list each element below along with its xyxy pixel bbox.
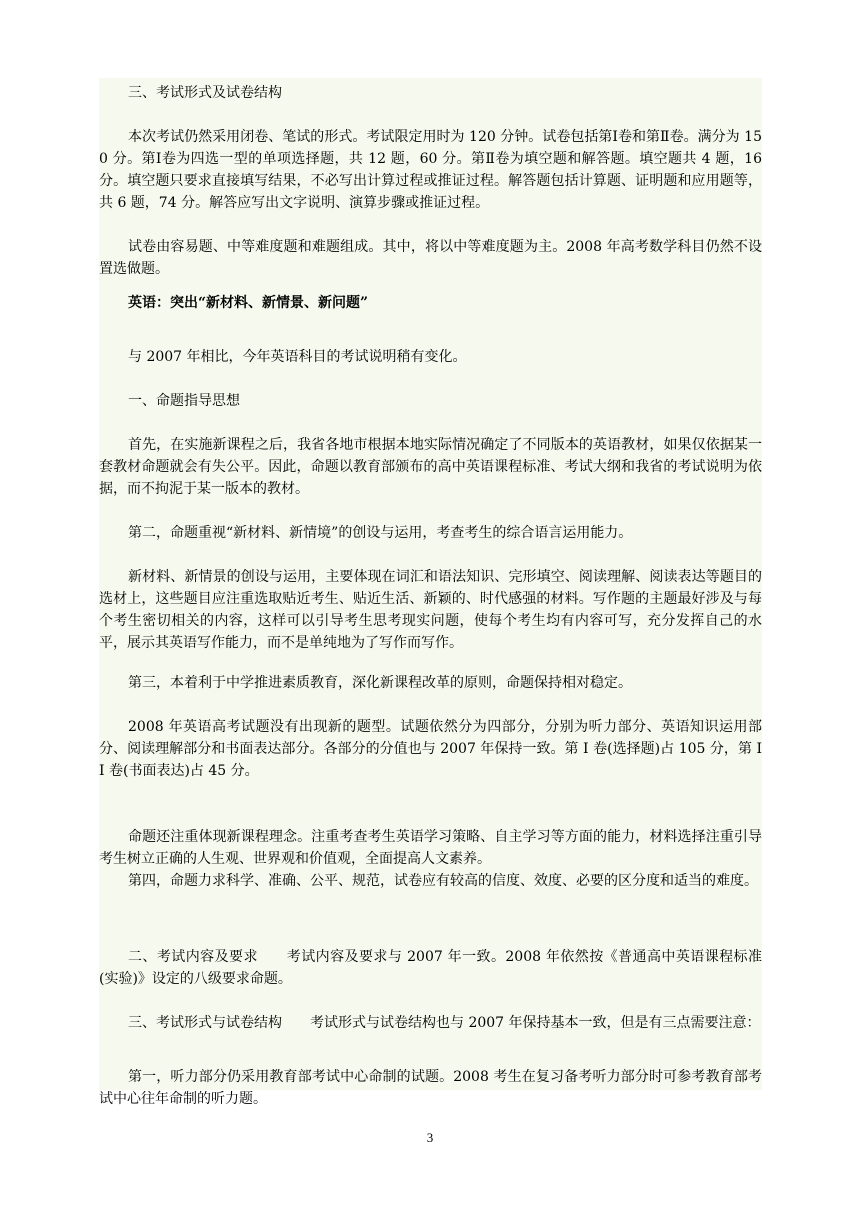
paragraph-new-materials: 新材料、新情景的创设与运用，主要体现在词汇和语法知识、完形填空、阅读理解、阅读表达等题目的选材上，这些题目应注重选取贴近考生、贴近生活、新颖的、时代感强的材料。写作题的主题最好涉及与每个考生密切相关的内容，这样可以引导考生思考现实问题，使每个考生均有内容可写，充分发挥自己的水平，展示其英语写作能力，而不是单纯地为了写作而写作。 — [99, 569, 762, 651]
paragraph-fourth: 第四，命题力求科学、准确、公平、规范，试卷应有较高的信度、效度、必要的区分度和适当的难度。 — [128, 873, 758, 889]
page-number: 3 — [426, 1130, 434, 1145]
paragraph-listening: 第一，听力部分仍采用教育部考试中心命制的试题。2008 考生在复习备考听力部分时可参考教育部考试中心往年命制的听力题。 — [99, 1069, 762, 1107]
section-heading-english: 英语：突出“新材料、新情景、新问题” — [128, 295, 369, 311]
section-heading-exam-format: 三、考试形式及试卷结构 — [128, 85, 282, 101]
paragraph-english-change: 与 2007 年相比，今年英语科目的考试说明稍有变化。 — [128, 349, 467, 365]
paragraph-exam-structure: 三、考试形式与试卷结构 考试形式与试卷结构也与 2007 年保持基本一致，但是有三点需要注意： — [128, 1015, 761, 1031]
paragraph-third: 第三，本着利于中学推进素质教育，深化新课程改革的原则，命题保持相对稳定。 — [128, 675, 632, 691]
paragraph-second: 第二，命题重视“新材料、新情境”的创设与运用，考查考生的综合语言运用能力。 — [128, 525, 633, 541]
section-heading-guiding-idea: 一、命题指导思想 — [128, 393, 240, 409]
paragraph-difficulty: 试卷由容易题、中等难度题和难题组成。其中，将以中等难度题为主。2008 年高考数学科目仍然不设置选做题。 — [99, 239, 762, 277]
paragraph-new-curriculum: 命题还注重体现新课程理念。注重考查考生英语学习策略、自主学习等方面的能力，材料选择注重引导考生树立正确的人生观、世界观和价值观，全面提高人文素养。 — [99, 829, 762, 867]
paragraph-first: 首先，在实施新课程之后，我省各地市根据本地实际情况确定了不同版本的英语教材，如果仅依据某一套教材命题就会有失公平。因此，命题以教育部颁布的高中英语课程标准、考试大纲和我省的考试说明为依据，而不拘泥于某一版本的教材。 — [99, 437, 762, 497]
document-body — [99, 78, 762, 1107]
paragraph-content-requirements: 二、考试内容及要求 考试内容及要求与 2007 年一致。2008 年依然按《普通高中英语课程标准(实验)》设定的八级要求命题。 — [99, 949, 762, 987]
paragraph-question-types: 2008 年英语高考试题没有出现新的题型。试题依然分为四部分，分别为听力部分、英语知识运用部分、阅读理解部分和书面表达部分。各部分的分值也与 2007 年保持一致。第 I 卷(选择题)占 105 分，第 II 卷(书面表达)占 45 分。 — [99, 719, 762, 779]
paragraph-exam-format: 本次考试仍然采用闭卷、笔试的形式。考试限定用时为 120 分钟。试卷包括第Ⅰ卷和第Ⅱ卷。满分为 150 分。第Ⅰ卷为四选一型的单项选择题，共 12 题，60 分。第Ⅱ卷为填空题和解答题。填空题共 4 题，16 分。填空题只要求直接填写结果，不必写出计算过程或推证过程。解答题包括计算题、证明题和应用题等，共 6 题，74 分。解答应写出文字说明、演算步骤或推证过程。 — [99, 129, 762, 211]
